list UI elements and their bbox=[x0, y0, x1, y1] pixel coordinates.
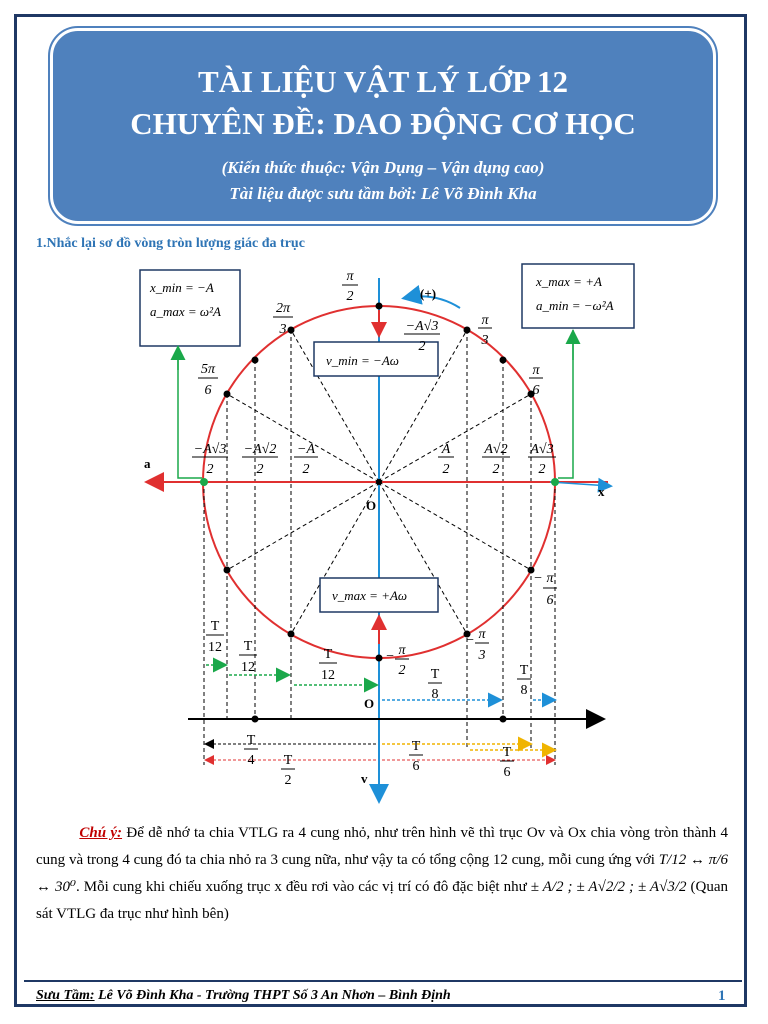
note-paragraph bbox=[36, 820, 728, 928]
svg-text:v_max = +Aω: v_max = +Aω bbox=[332, 588, 408, 603]
svg-text:2: 2 bbox=[442, 462, 450, 477]
svg-text:π: π bbox=[532, 363, 540, 378]
svg-text:T: T bbox=[246, 733, 256, 748]
svg-text:π: π bbox=[346, 269, 354, 284]
svg-text:4: 4 bbox=[247, 753, 255, 768]
svg-text:2π: 2π bbox=[275, 301, 291, 316]
subtitle-level: (Kiến thức thuộc: Vận Dụng – Vận dụng cao) bbox=[221, 158, 545, 177]
svg-text:T: T bbox=[243, 639, 253, 654]
svg-text:−A: −A bbox=[297, 442, 315, 457]
svg-text:12: 12 bbox=[321, 668, 335, 683]
svg-text:2: 2 bbox=[538, 462, 546, 477]
header-banner bbox=[50, 28, 716, 224]
direction-label: (+) bbox=[420, 286, 437, 301]
svg-text:2: 2 bbox=[256, 462, 264, 477]
svg-text:3: 3 bbox=[478, 648, 486, 663]
subtitle-author: Tài liệu được sưu tầm bởi: Lê Võ Đình Kha bbox=[229, 184, 537, 203]
footer-divider bbox=[24, 980, 742, 982]
svg-text:π: π bbox=[478, 627, 486, 642]
svg-text:3: 3 bbox=[481, 333, 489, 348]
svg-text:π: π bbox=[546, 571, 554, 586]
svg-text:A: A bbox=[441, 442, 451, 457]
svg-text:−: − bbox=[533, 571, 543, 586]
svg-text:−: − bbox=[465, 633, 475, 648]
svg-text:x_min = −A: x_min = −A bbox=[150, 280, 214, 295]
svg-text:T: T bbox=[411, 739, 421, 754]
svg-text:O: O bbox=[364, 696, 375, 711]
svg-text:2: 2 bbox=[418, 339, 426, 354]
svg-text:2: 2 bbox=[302, 462, 310, 477]
footer-credit bbox=[36, 988, 451, 1004]
note-text-2: . Mỗi cung khi chiếu xuống trục x đều rơi vào các vị trí có đô đặc biệt như bbox=[76, 879, 531, 895]
svg-text:x_max = +A: x_max = +A bbox=[536, 274, 602, 289]
svg-text:v_min = −Aω: v_min = −Aω bbox=[326, 353, 399, 368]
svg-text:6: 6 bbox=[546, 593, 554, 608]
page-number: 1 bbox=[718, 988, 726, 1004]
svg-text:A√3: A√3 bbox=[530, 442, 554, 457]
svg-text:2: 2 bbox=[398, 663, 406, 678]
svg-text:2: 2 bbox=[206, 462, 214, 477]
origin-label: O bbox=[366, 498, 377, 513]
svg-text:A√2: A√2 bbox=[484, 442, 508, 457]
svg-text:π: π bbox=[398, 643, 406, 658]
section-heading: 1.Nhắc lại sơ đồ vòng tròn lượng giác đa trục bbox=[36, 236, 305, 251]
note-label: Chú ý: bbox=[79, 825, 123, 841]
note-formula-1: T/12 ↔ π/6 ↔ 30⁰ bbox=[36, 852, 728, 895]
svg-text:6: 6 bbox=[532, 383, 540, 398]
svg-text:2: 2 bbox=[346, 289, 354, 304]
svg-text:π: π bbox=[481, 313, 489, 328]
svg-text:3: 3 bbox=[279, 322, 287, 337]
svg-text:T: T bbox=[430, 667, 440, 682]
title-line-1: TÀI LIỆU VẬT LÝ LỚP 12 bbox=[197, 64, 569, 99]
svg-text:a_min = −ω²A: a_min = −ω²A bbox=[536, 298, 614, 313]
svg-text:T: T bbox=[210, 619, 220, 634]
note-formula-2: ± A/2 ; ± A√2/2 ; ± A√3/2 bbox=[530, 879, 687, 895]
svg-text:5π: 5π bbox=[200, 362, 216, 377]
svg-text:2: 2 bbox=[284, 773, 292, 788]
svg-text:8: 8 bbox=[520, 683, 528, 698]
svg-text:T: T bbox=[519, 663, 529, 678]
svg-text:2: 2 bbox=[492, 462, 500, 477]
svg-text:T: T bbox=[502, 745, 512, 760]
footer-text: Lê Võ Đình Kha - Trường THPT Số 3 An Nhơn – Bình Định bbox=[94, 988, 451, 1003]
svg-text:−A√3: −A√3 bbox=[405, 319, 439, 334]
svg-text:12: 12 bbox=[208, 640, 222, 655]
svg-text:−A√3: −A√3 bbox=[193, 442, 227, 457]
title-line-2: CHUYÊN ĐỀ: DAO ĐỘNG CƠ HỌC bbox=[130, 106, 636, 141]
svg-text:6: 6 bbox=[412, 759, 420, 774]
axis-a-label: a bbox=[144, 456, 151, 471]
svg-text:6: 6 bbox=[503, 765, 511, 780]
axis-v-label: v bbox=[361, 771, 368, 786]
footer-label: Sưu Tầm: bbox=[36, 988, 95, 1003]
svg-text:−: − bbox=[385, 649, 395, 664]
svg-text:−A√2: −A√2 bbox=[243, 442, 277, 457]
note-text-1: Để dễ nhớ ta chia VTLG ra 4 cung nhỏ, như trên hình vẽ thì trục Ov và Ox chia vòng tròn thành 4 cung và trong 4 cung đó ta chia nhỏ ra 3 cung nữa, như vậy ta có tổng cộng 12 cung, mỗi cung ứng với bbox=[36, 825, 728, 868]
axis-x-label: x bbox=[598, 484, 605, 499]
trig-circle-diagram bbox=[30, 260, 730, 805]
note-text-3: (Quan sát VTLG đa trục như hình bên) bbox=[36, 879, 728, 922]
svg-text:T: T bbox=[283, 753, 293, 768]
svg-text:a_max = ω²A: a_max = ω²A bbox=[150, 304, 221, 319]
svg-text:8: 8 bbox=[431, 687, 439, 702]
svg-text:6: 6 bbox=[204, 383, 212, 398]
svg-text:12: 12 bbox=[241, 660, 255, 675]
svg-text:T: T bbox=[323, 647, 333, 662]
